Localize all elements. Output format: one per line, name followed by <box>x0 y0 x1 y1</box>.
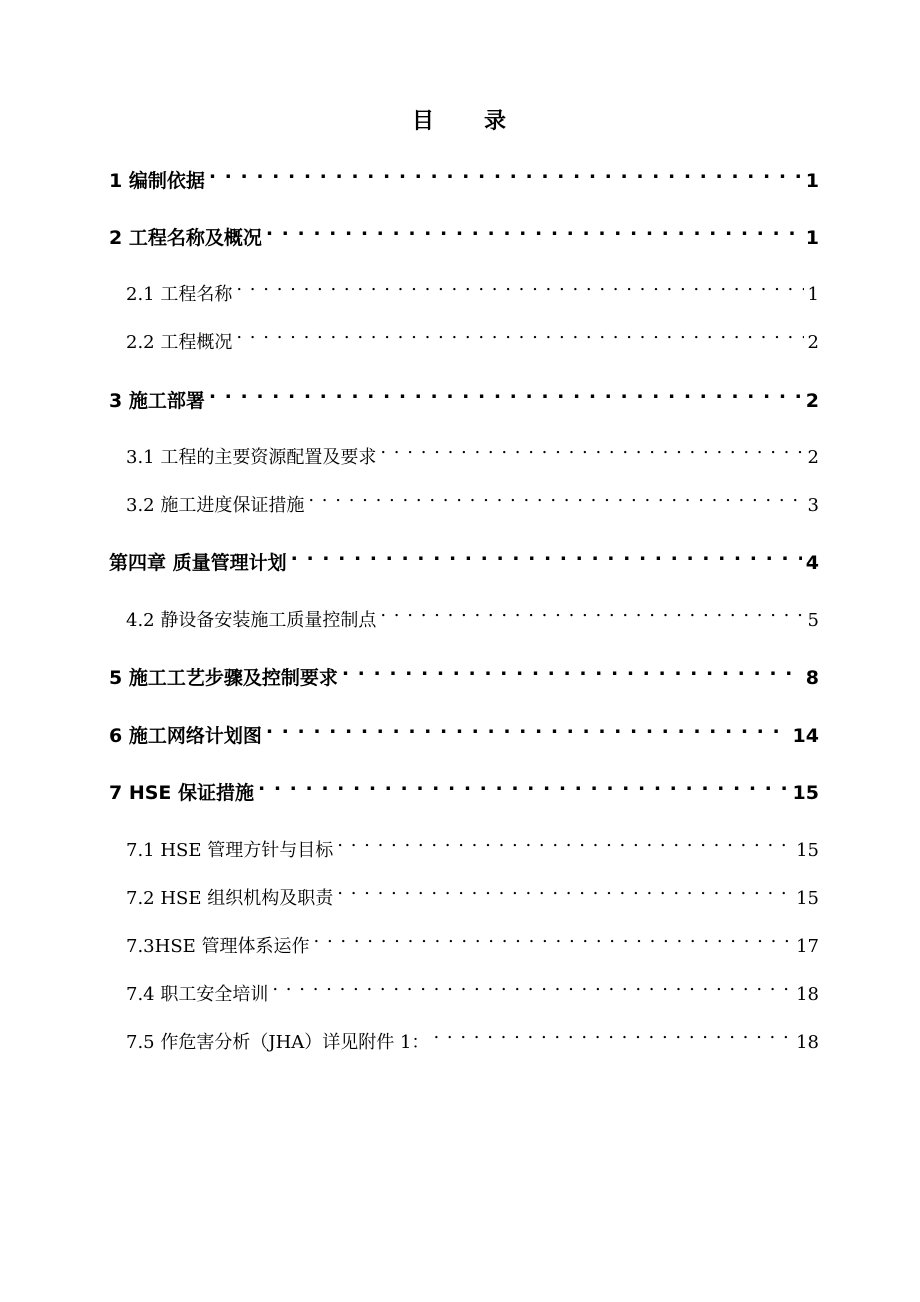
toc-entry-label: 3.2 施工进度保证措施 <box>126 495 305 516</box>
toc-entry-6[interactable] <box>109 721 819 751</box>
toc-title-left: 目 <box>411 109 436 134</box>
toc-entry-7-2[interactable] <box>126 884 819 914</box>
toc-entry-label: 7.2 HSE 组织机构及职责 <box>126 888 334 909</box>
toc-entry-2-1[interactable] <box>126 280 819 310</box>
toc-leader-dots <box>337 838 792 856</box>
toc-entry-2-2[interactable] <box>126 328 819 358</box>
toc-page-number: 8 <box>805 667 819 689</box>
toc-entry-4-2[interactable] <box>126 606 819 636</box>
toc-page-number: 17 <box>796 936 819 957</box>
toc-entry-label: 7.1 HSE 管理方针与目标 <box>126 840 334 861</box>
toc-entry-label: 1 编制依据 <box>109 170 205 192</box>
toc-leader-dots <box>308 493 803 511</box>
toc-leader-dots <box>209 168 802 187</box>
toc-entry-label: 6 施工网络计划图 <box>109 725 262 747</box>
toc-entry-label: 7.5 作危害分析（JHA）详见附件 1： <box>126 1032 430 1053</box>
toc-page-number: 15 <box>796 888 819 909</box>
toc-leader-dots <box>236 330 803 348</box>
toc-page-number: 14 <box>792 725 819 747</box>
toc-leader-dots <box>337 886 792 904</box>
toc-entry-7-3[interactable] <box>126 932 819 962</box>
toc-leader-dots <box>266 225 802 244</box>
toc-page-number: 4 <box>805 552 819 574</box>
toc-page-number: 15 <box>796 840 819 861</box>
toc-entry-4[interactable] <box>109 548 819 578</box>
toc-page-number: 18 <box>796 1032 819 1053</box>
toc-page-number: 1 <box>805 227 819 249</box>
toc-leader-dots <box>272 982 792 1000</box>
toc-entry-label: 2.1 工程名称 <box>126 284 233 305</box>
toc-page-number: 15 <box>792 782 819 804</box>
toc-leader-dots <box>236 282 803 300</box>
toc-entry-label: 3.1 工程的主要资源配置及要求 <box>126 447 377 468</box>
toc-leader-dots <box>433 1030 792 1048</box>
toc-leader-dots <box>380 608 803 626</box>
toc-title <box>0 104 920 140</box>
toc-entry-label: 7.4 职工安全培训 <box>126 984 269 1005</box>
toc-entry-5[interactable] <box>109 663 819 693</box>
toc-page-number: 5 <box>807 610 819 631</box>
toc-title-right: 录 <box>484 109 509 134</box>
toc-entry-label: 4.2 静设备安装施工质量控制点 <box>126 610 377 631</box>
toc-entry-7-5[interactable] <box>126 1028 819 1058</box>
toc-page-number: 2 <box>807 332 819 353</box>
toc-entry-label: 3 施工部署 <box>109 390 205 412</box>
toc-leader-dots <box>209 388 802 407</box>
toc-page-number: 3 <box>807 495 819 516</box>
toc-entry-label: 7 HSE 保证措施 <box>109 782 255 804</box>
toc-entry-2[interactable] <box>109 223 819 253</box>
toc-entry-3-1[interactable] <box>126 443 819 473</box>
toc-entry-7[interactable] <box>109 778 819 808</box>
toc-page-number: 2 <box>807 447 819 468</box>
toc-leader-dots <box>342 665 802 684</box>
toc-entry-label: 2 工程名称及概况 <box>109 227 262 249</box>
toc-leader-dots <box>314 934 793 952</box>
toc-page-number: 1 <box>805 170 819 192</box>
toc-entry-label: 2.2 工程概况 <box>126 332 233 353</box>
toc-entry-label: 第四章 质量管理计划 <box>109 552 287 574</box>
toc-page-number: 2 <box>805 390 819 412</box>
toc-leader-dots <box>380 445 803 463</box>
toc-entry-3[interactable] <box>109 386 819 416</box>
toc-leader-dots <box>266 723 789 742</box>
toc-entry-7-4[interactable] <box>126 980 819 1010</box>
toc-entry-label: 5 施工工艺步骤及控制要求 <box>109 667 338 689</box>
toc-leader-dots <box>291 550 802 569</box>
toc-entry-1[interactable] <box>109 166 819 196</box>
toc-entry-3-2[interactable] <box>126 491 819 521</box>
toc-page-number: 18 <box>796 984 819 1005</box>
toc-leader-dots <box>258 780 789 799</box>
toc-page-number: 1 <box>807 284 819 305</box>
toc-entry-7-1[interactable] <box>126 836 819 866</box>
toc-entry-label: 7.3HSE 管理体系运作 <box>126 936 310 957</box>
